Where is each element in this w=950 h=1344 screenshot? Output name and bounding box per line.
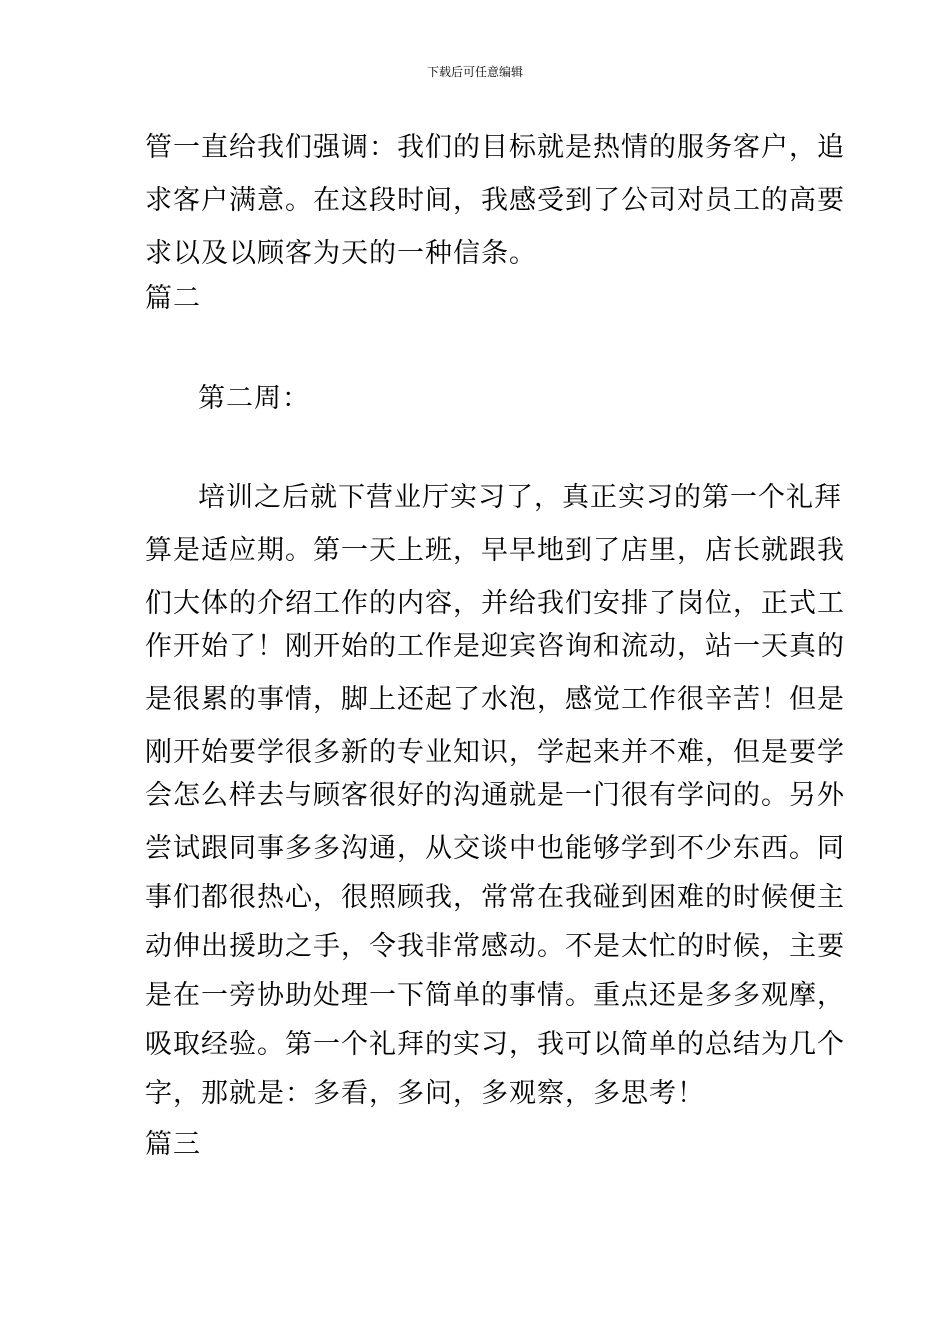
body-line: 算是适应期。第一天上班，早早地到了店里，店长就跟我: [145, 535, 845, 566]
subheading: 第二周：: [198, 383, 310, 414]
section-heading: 篇三: [145, 1129, 201, 1160]
body-line: 求客户满意。在这段时间，我感受到了公司对员工的高要: [145, 185, 845, 216]
body-line: 字，那就是：多看，多问，多观察，多思考！: [145, 1078, 705, 1109]
body-line: 作开始了！刚开始的工作是迎宾咨询和流动，站一天真的: [145, 631, 845, 662]
body-line: 管一直给我们强调：我们的目标就是热情的服务客户，追: [145, 132, 845, 163]
body-line: 尝试跟同事多多沟通，从交谈中也能够学到不少东西。同: [145, 833, 845, 864]
header-note: 下载后可任意编辑: [426, 65, 523, 79]
body-line: 是很累的事情，脚上还起了水泡，感觉工作很辛苦！但是: [145, 684, 845, 715]
body-line: 求以及以顾客为天的一种信条。: [145, 238, 537, 269]
body-line: 培训之后就下营业厅实习了，真正实习的第一个礼拜: [198, 482, 842, 513]
body-line: 是在一旁协助处理一下简单的事情。重点还是多多观摩，: [145, 980, 845, 1011]
body-line: 刚开始要学很多新的专业知识，学起来并不难，但是要学: [145, 737, 845, 768]
body-line: 们大体的介绍工作的内容，并给我们安排了岗位，正式工: [145, 588, 845, 619]
section-heading: 篇二: [145, 283, 201, 314]
body-line: 动伸出援助之手，令我非常感动。不是太忙的时候，主要: [145, 931, 845, 962]
body-line: 吸取经验。第一个礼拜的实习，我可以简单的总结为几个: [145, 1029, 845, 1060]
body-line: 会怎么样去与顾客很好的沟通就是一门很有学问的。另外: [145, 780, 845, 811]
body-line: 事们都很热心，很照顾我，常常在我碰到困难的时候便主: [145, 882, 845, 913]
